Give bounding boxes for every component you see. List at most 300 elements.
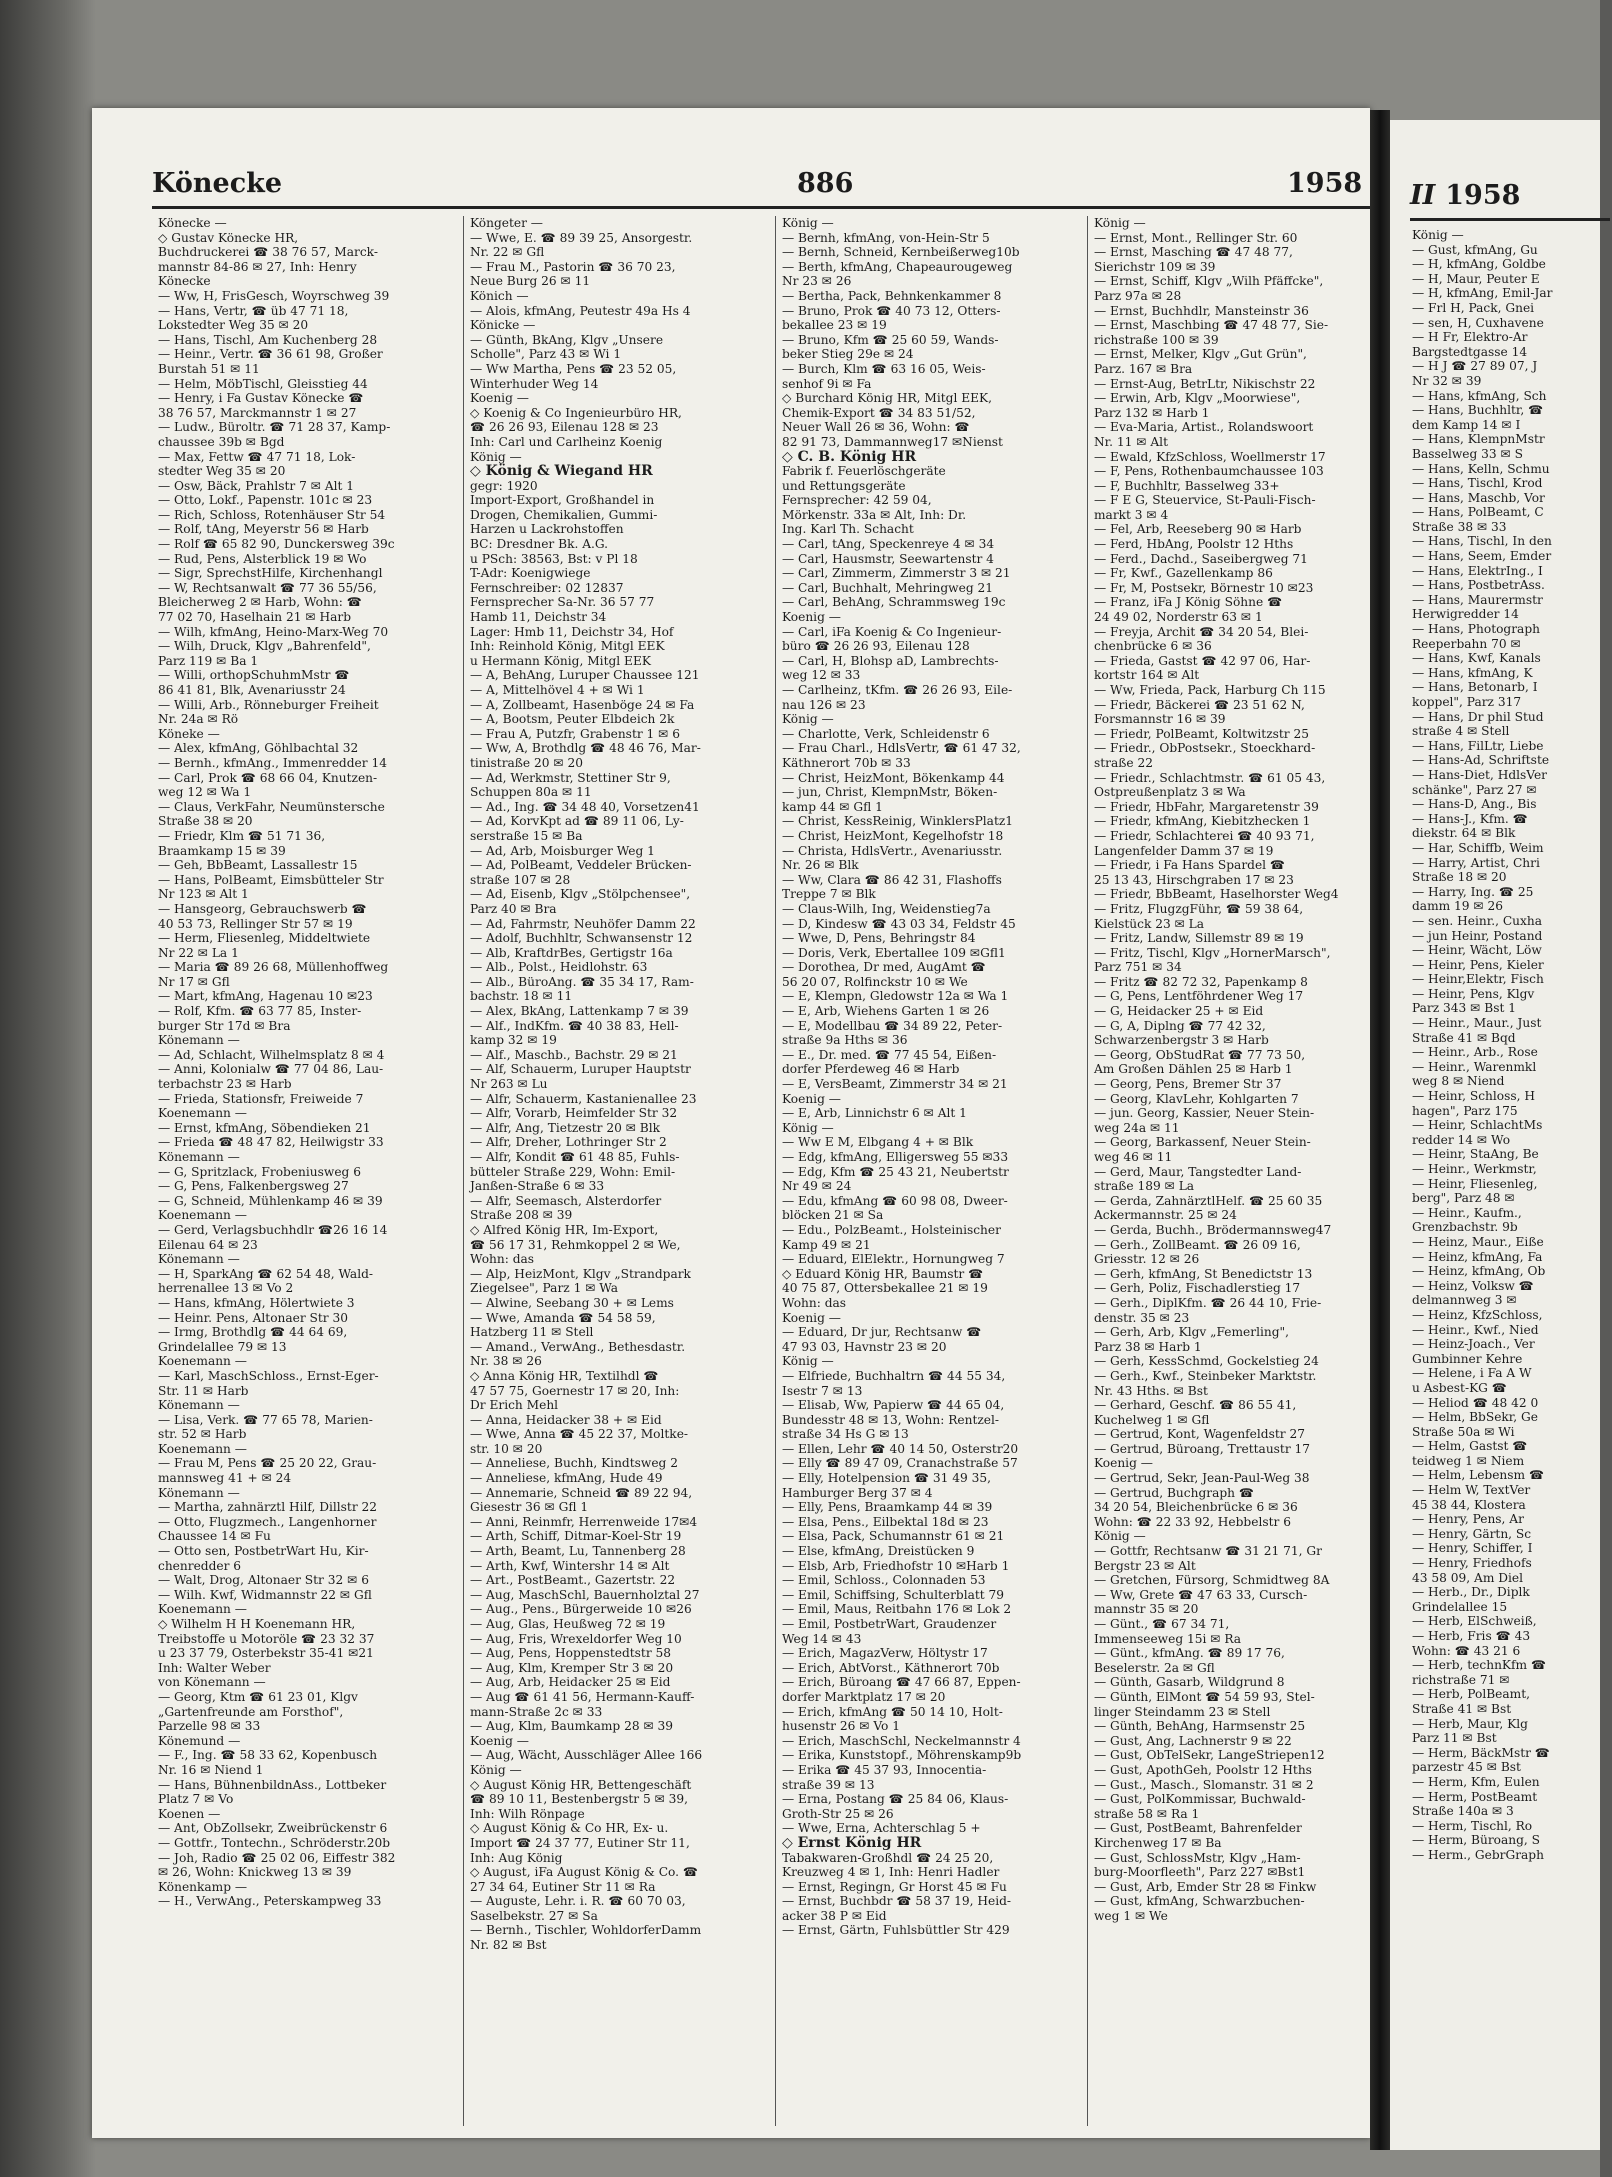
directory-entry: Parz 40 ✉ Bra bbox=[470, 901, 557, 916]
directory-entry: — Aug ☎ 61 41 56, Hermann-Kauff- bbox=[470, 1689, 695, 1704]
directory-entry: König — bbox=[1412, 228, 1464, 242]
directory-entry: — Frieda, Stationsfr, Freiweide 7 bbox=[158, 1091, 364, 1106]
directory-entry: Scholle", Parz 43 ✉ Wi 1 bbox=[470, 347, 622, 362]
directory-entry: parzestr 45 ✉ Bst bbox=[1412, 1760, 1521, 1775]
directory-entry: Kirchenweg 17 ✉ Ba bbox=[1094, 1835, 1222, 1850]
directory-entry: — Herm, Fliesenleg, Middeltwiete bbox=[158, 931, 371, 946]
directory-page bbox=[92, 108, 1370, 2138]
directory-entry: ◇ König & Wiegand HR bbox=[470, 463, 653, 480]
directory-entry: — Ad, Schlacht, Wilhelmsplatz 8 ✉ 4 bbox=[158, 1047, 385, 1062]
directory-entry: — Rolf, Kfm. ☎ 63 77 85, Inster- bbox=[158, 1004, 362, 1019]
directory-entry: — Günth, BkAng, Klgv „Unsere bbox=[470, 332, 664, 347]
directory-entry: — Herb., Dr., Diplk bbox=[1412, 1585, 1530, 1600]
directory-entry: — Ww Martha, Pens ☎ 23 52 05, bbox=[470, 361, 677, 376]
directory-entry: — Ad, Eisenb, Klgv „Stölpchensee", bbox=[470, 887, 691, 902]
directory-entry: Parz 97a ✉ 28 bbox=[1094, 288, 1182, 303]
directory-entry: — Anni, Kolonialw ☎ 77 04 86, Lau- bbox=[158, 1062, 384, 1077]
directory-entry: — Carlheinz, tKfm. ☎ 26 26 93, Eile- bbox=[782, 683, 1013, 697]
directory-entry: u Asbest-KG ☎ bbox=[1412, 1380, 1507, 1395]
directory-entry: herrenallee 13 ✉ Vo 2 bbox=[158, 1281, 294, 1296]
directory-entry: dorfer Marktplatz 17 ✉ 20 bbox=[782, 1689, 946, 1704]
directory-entry: — Erna, Postang ☎ 25 84 06, Klaus- bbox=[782, 1792, 1009, 1807]
directory-entry: weg 8 ✉ Niend bbox=[1412, 1074, 1505, 1089]
directory-entry: — Alex, BkAng, Lattenkamp 7 ✉ 39 bbox=[470, 1004, 689, 1019]
directory-entry: — Gerh., Kwf., Steinbeker Marktstr. bbox=[1094, 1368, 1317, 1383]
directory-entry: — E, Modellbau ☎ 34 89 22, Peter- bbox=[782, 1018, 1003, 1033]
directory-entry: Immenseeweg 15i ✉ Ra bbox=[1094, 1631, 1242, 1646]
directory-entry: — Frl H, Pack, Gnei bbox=[1412, 300, 1535, 315]
directory-entry: — Ernst, Melker, Klgv „Gut Grün", bbox=[1094, 347, 1307, 362]
directory-entry: — Gust, SchlossMstr, Klgv „Ham- bbox=[1094, 1850, 1301, 1865]
directory-entry: Inh: Walter Weber bbox=[158, 1660, 271, 1675]
directory-entry: acker 38 P ✉ Eid bbox=[782, 1908, 887, 1923]
directory-entry: — Bertha, Pack, Behnkenkammer 8 bbox=[782, 288, 1002, 303]
directory-entry: — Gust, kfmAng, Gu bbox=[1412, 242, 1538, 257]
directory-entry: — G, Spritzlack, Frobeniusweg 6 bbox=[158, 1164, 361, 1179]
directory-entry: Neuer Wall 26 ✉ 36, Wohn: ☎ bbox=[782, 420, 970, 435]
directory-entry: — Heinz-Joach., Ver bbox=[1412, 1337, 1535, 1352]
directory-entry: Bargstedtgasse 14 bbox=[1412, 344, 1528, 359]
directory-entry: — Rolf, tAng, Meyerstr 56 ✉ Harb bbox=[158, 522, 369, 537]
directory-entry: — Georg, Ktm ☎ 61 23 01, Klgv bbox=[158, 1689, 358, 1704]
directory-entry: König — bbox=[1094, 1529, 1146, 1544]
directory-entry: — Helm, MöbTischl, Gleisstieg 44 bbox=[158, 376, 368, 391]
directory-entry: — G, Heidacker 25 + ✉ Eid bbox=[1094, 1004, 1264, 1019]
directory-entry: — Gerd, Verlagsbuchhdlr ☎26 16 14 bbox=[158, 1222, 388, 1237]
directory-entry: — Aug, Glas, Heußweg 72 ✉ 19 bbox=[470, 1617, 666, 1631]
directory-entry: diekstr. 64 ✉ Blk bbox=[1412, 826, 1516, 841]
directory-entry: — Anna, Heidacker 38 + ✉ Eid bbox=[470, 1412, 662, 1427]
directory-entry: — H J ☎ 27 89 07, J bbox=[1412, 359, 1538, 374]
directory-entry: burger Str 17d ✉ Bra bbox=[158, 1018, 291, 1033]
directory-entry: Isestr 7 ✉ 13 bbox=[782, 1383, 863, 1398]
directory-entry: 45 38 44, Klostera bbox=[1412, 1497, 1526, 1512]
directory-entry: — Heinr, Pens, Kieler bbox=[1412, 957, 1544, 972]
directory-entry: — E, Arb, Linnichstr 6 ✉ Alt 1 bbox=[782, 1106, 967, 1121]
directory-entry: — Gertrud, Büroang, Trettaustr 17 bbox=[1094, 1441, 1311, 1456]
directory-entry: — Carl, H, Blohsp aD, Lambrechts- bbox=[782, 653, 999, 668]
directory-entry: — Martha, zahnärztl Hilf, Dillstr 22 bbox=[158, 1500, 378, 1515]
directory-entry: — Ferd, HbAng, Poolstr 12 Hths bbox=[1094, 537, 1294, 552]
directory-entry: — Hans, FilLtr, Liebe bbox=[1412, 738, 1544, 753]
directory-entry: ◇ Burchard König HR, Mitgl EEK, bbox=[782, 391, 993, 406]
directory-entry: — Herb, technKfm ☎ bbox=[1412, 1658, 1547, 1673]
directory-entry: — Gertrud, Sekr, Jean-Paul-Weg 38 bbox=[1094, 1471, 1310, 1486]
directory-entry: — Günth, Gasarb, Wildgrund 8 bbox=[1094, 1675, 1285, 1690]
directory-entry: straße 22 bbox=[1094, 755, 1153, 770]
directory-entry: — Heliod ☎ 48 42 0 bbox=[1412, 1395, 1539, 1410]
directory-entry: — Emil, Maus, Reitbahn 176 ✉ Lok 2 bbox=[782, 1602, 1012, 1617]
directory-entry: — Henry, Pens, Ar bbox=[1412, 1512, 1524, 1527]
directory-entry: Winterhuder Weg 14 bbox=[470, 376, 599, 391]
directory-entry: 25 13 43, Hirschgraben 17 ✉ 23 bbox=[1094, 872, 1294, 887]
directory-entry: — Gertrud, Buchgraph ☎ bbox=[1094, 1485, 1255, 1500]
directory-entry: — Wwe, E. ☎ 89 39 25, Ansorgestr. bbox=[470, 230, 693, 245]
directory-entry: Inh: Wilh Rönpage bbox=[470, 1806, 585, 1821]
year-label: 1958 bbox=[1287, 168, 1363, 199]
directory-entry: Köneke — bbox=[158, 726, 220, 741]
directory-entry: — Henry, Gärtn, Sc bbox=[1412, 1526, 1532, 1541]
directory-entry: Koenemann — bbox=[158, 1354, 247, 1369]
directory-entry: — F, Buchhltr, Basselweg 33+ bbox=[1094, 478, 1280, 493]
directory-entry: — sen, H, Cuxhavene bbox=[1412, 315, 1544, 330]
directory-entry: Giesestr 36 ✉ Gfl 1 bbox=[470, 1500, 589, 1515]
directory-entry: — G, Pens, Falkenbergsweg 27 bbox=[158, 1179, 349, 1194]
directory-entry: Lager: Hmb 11, Deichstr 34, Hof bbox=[470, 624, 674, 639]
directory-entry: Parz 119 ✉ Ba 1 bbox=[158, 653, 259, 668]
directory-entry: mannsweg 41 + ✉ 24 bbox=[158, 1471, 292, 1486]
directory-entry: — Anneliese, kfmAng, Hude 49 bbox=[470, 1471, 663, 1486]
directory-entry: terbachstr 23 ✉ Harb bbox=[158, 1077, 292, 1092]
directory-entry: weg 24a ✉ 11 bbox=[1094, 1120, 1180, 1135]
directory-entry: damm 19 ✉ 26 bbox=[1412, 899, 1504, 914]
directory-entry: Import ☎ 24 37 77, Eutiner Str 11, bbox=[470, 1835, 690, 1850]
directory-entry: — Hans-Ad, Schriftste bbox=[1412, 753, 1550, 768]
directory-entry: Fernsprecher: 42 59 04, bbox=[782, 493, 932, 508]
facing-column bbox=[1412, 228, 1612, 1863]
directory-entry: — Fritz, Tischl, Klgv „HornerMarsch", bbox=[1094, 945, 1331, 960]
directory-entry: — Heinr, Wächt, Löw bbox=[1412, 943, 1542, 958]
column-2 bbox=[464, 216, 776, 2126]
directory-entry: Nr 22 ✉ La 1 bbox=[158, 945, 239, 960]
directory-entry: — Anneliese, Buchh, Kindtsweg 2 bbox=[470, 1456, 678, 1471]
directory-entry: — Carl, iFa Koenig & Co Ingenieur- bbox=[782, 624, 1002, 639]
directory-entry: — Günt., kfmAng. ☎ 89 17 76, bbox=[1094, 1646, 1285, 1661]
directory-entry: Beselerstr. 2a ✉ Gfl bbox=[1094, 1660, 1215, 1675]
directory-entry: — Aug, Klm, Kremper Str 3 ✉ 20 bbox=[470, 1660, 674, 1675]
directory-entry: — Gust, kfmAng, Schwarzbuchen- bbox=[1094, 1894, 1305, 1909]
directory-entry: — Elisab, Ww, Papierw ☎ 44 65 04, bbox=[782, 1398, 1005, 1413]
directory-entry: Burstah 51 ✉ 11 bbox=[158, 361, 260, 376]
directory-entry: Tabakwaren-Großhdl ☎ 24 25 20, bbox=[782, 1850, 994, 1865]
directory-entry: Ing. Karl Th. Schacht bbox=[782, 522, 914, 537]
directory-entry: — Erich, MaschSchl, Neckelmannstr 4 bbox=[782, 1733, 1021, 1748]
directory-entry: Braamkamp 15 ✉ 39 bbox=[158, 843, 286, 858]
directory-entry: Harzen u Lackrohstoffen bbox=[470, 522, 624, 537]
directory-entry: Nr. 22 ✉ Gfl bbox=[470, 245, 545, 260]
directory-entry: Str. 11 ✉ Harb bbox=[158, 1383, 249, 1398]
directory-entry: 56 20 07, Rolfinckstr 10 ✉ We bbox=[782, 974, 968, 989]
directory-entry: — Harry, Artist, Chri bbox=[1412, 855, 1540, 870]
directory-entry: — Helene, i Fa A W bbox=[1412, 1366, 1532, 1381]
directory-entry: — Herm, Kfm, Eulen bbox=[1412, 1774, 1540, 1789]
directory-entry: Parz 38 ✉ Harb 1 bbox=[1094, 1339, 1202, 1354]
directory-entry: Bundesstr 48 ✉ 13, Wohn: Rentzel- bbox=[782, 1412, 999, 1427]
directory-entry: — Fritz ☎ 82 72 32, Papenkamp 8 bbox=[1094, 974, 1308, 989]
directory-entry: — Alb, KraftdrBes, Gertigstr 16a bbox=[470, 945, 673, 960]
directory-entry: kamp 44 ✉ Gfl 1 bbox=[782, 799, 883, 814]
directory-entry: — Helm, Lebensm ☎ bbox=[1412, 1468, 1545, 1483]
directory-entry: — Ad, KorvKpt ad ☎ 89 11 06, Ly- bbox=[470, 814, 684, 829]
directory-entry: — Wwe, Anna ☎ 45 22 37, Moltke- bbox=[470, 1427, 689, 1442]
directory-entry: — Mart, kfmAng, Hagenau 10 ✉23 bbox=[158, 989, 373, 1004]
directory-entry: — Art., PostBeamt., Gazertstr. 22 bbox=[470, 1573, 676, 1588]
directory-entry: — Günth, ElMont ☎ 54 59 93, Stel- bbox=[1094, 1689, 1315, 1704]
directory-entry: — Hans-J., Kfm. ☎ bbox=[1412, 811, 1528, 826]
directory-entry: gegr: 1920 bbox=[470, 478, 538, 493]
directory-entry: kamp 32 ✉ 19 bbox=[470, 1033, 557, 1048]
directory-entry: — Carl, Zimmerm, Zimmerstr 3 ✉ 21 bbox=[782, 566, 1011, 581]
directory-entry: — Ernst, Maschbing ☎ 47 48 77, Sie- bbox=[1094, 318, 1329, 333]
directory-entry: — Ww, A, Brothdlg ☎ 48 46 76, Mar- bbox=[470, 741, 701, 756]
directory-entry: dem Kamp 14 ✉ I bbox=[1412, 417, 1521, 432]
directory-entry: — Alf, Schauerm, Luruper Hauptstr bbox=[470, 1062, 691, 1077]
directory-entry: — H Fr, Elektro-Ar bbox=[1412, 330, 1528, 345]
directory-entry: Hamburger Berg 37 ✉ 4 bbox=[782, 1485, 933, 1500]
directory-entry: — Gust, PolKommissar, Buchwald- bbox=[1094, 1792, 1306, 1807]
directory-entry: von Könemann — bbox=[158, 1675, 266, 1690]
running-head-name: Könecke bbox=[152, 168, 283, 199]
directory-entry: Straße 38 ✉ 33 bbox=[1412, 519, 1507, 534]
directory-entry: — Elfriede, Buchhaltrn ☎ 44 55 34, bbox=[782, 1368, 1006, 1383]
directory-entry: — Elly, Pens, Braamkamp 44 ✉ 39 bbox=[782, 1500, 993, 1515]
directory-entry: beker Stieg 29e ✉ 24 bbox=[782, 347, 914, 362]
directory-entry: — Hansgeorg, Gebrauchswerb ☎ bbox=[158, 901, 367, 916]
directory-entry: Basselweg 33 ✉ S bbox=[1412, 446, 1523, 461]
directory-entry: ☎ 89 10 11, Bestenbergstr 5 ✉ 39, bbox=[470, 1792, 689, 1807]
directory-entry: — Heinr., Vertr. ☎ 36 61 98, Großer bbox=[158, 347, 383, 362]
directory-entry: — Eduard, Dr jur, Rechtsanw ☎ bbox=[782, 1325, 982, 1340]
directory-entry: Koenemann — bbox=[158, 1208, 247, 1223]
directory-entry: 24 49 02, Norderstr 63 ✉ 1 bbox=[1094, 610, 1263, 625]
directory-entry: 47 93 03, Havnstr 23 ✉ 20 bbox=[782, 1339, 947, 1354]
directory-entry: — Emil, PostbetrWart, Graudenzer bbox=[782, 1617, 997, 1631]
directory-entry: 47 57 75, Goernestr 17 ✉ 20, Inh: bbox=[470, 1383, 680, 1398]
directory-entry: — Ww, H, FrisGesch, Woyrschweg 39 bbox=[158, 288, 390, 303]
directory-entry: — Friedr, kfmAng, Kiebitzhecken 1 bbox=[1094, 814, 1311, 829]
directory-entry: König — bbox=[1094, 216, 1146, 230]
directory-entry: — Gerh., ZollBeamt. ☎ 26 09 16, bbox=[1094, 1237, 1301, 1252]
directory-entry: ◇ Alfred König HR, Im-Export, bbox=[470, 1222, 659, 1237]
directory-entry: — Alf., Maschb., Bachstr. 29 ✉ 21 bbox=[470, 1047, 678, 1062]
directory-entry: Nr 263 ✉ Lu bbox=[470, 1077, 548, 1092]
directory-entry: — Ernst, Mont., Rellinger Str. 60 bbox=[1094, 230, 1298, 245]
directory-entry: — Fritz, FlugzgFühr, ☎ 59 38 64, bbox=[1094, 901, 1304, 916]
directory-entry: — Herm, Tischl, Ro bbox=[1412, 1818, 1533, 1833]
directory-entry: BC: Dresdner Bk. A.G. bbox=[470, 537, 609, 552]
directory-entry: Drogen, Chemikalien, Gummi- bbox=[470, 507, 658, 522]
directory-entry: — Alfr, Kondit ☎ 61 48 85, Fuhls- bbox=[470, 1150, 680, 1164]
directory-entry: straße 4 ✉ Stell bbox=[1412, 724, 1510, 739]
directory-entry: — A, Bootsm, Peuter Elbdeich 2k bbox=[470, 712, 675, 727]
directory-entry: ◇ C. B. König HR bbox=[782, 448, 917, 465]
directory-entry: hagen", Parz 175 bbox=[1412, 1103, 1518, 1118]
directory-entry: Chaussee 14 ✉ Fu bbox=[158, 1529, 271, 1544]
directory-entry: ◇ Anna König HR, Textilhdl ☎ bbox=[470, 1368, 659, 1383]
directory-entry: — Bernh, Schneid, Kernbeißerweg10b bbox=[782, 245, 1020, 260]
directory-entry: — Edu., PolzBeamt., Holsteinischer bbox=[782, 1222, 1001, 1237]
directory-entry: — G, Schneid, Mühlenkamp 46 ✉ 39 bbox=[158, 1193, 383, 1208]
directory-entry: — Hans, PolBeamt, C bbox=[1412, 505, 1544, 520]
directory-entry: — Adolf, Buchhltr, Schwansenstr 12 bbox=[470, 931, 693, 946]
directory-entry: Wohn: ☎ 22 33 92, Hebbelstr 6 bbox=[1094, 1514, 1291, 1529]
directory-entry: burg-Moorfleeth", Parz 227 ✉Bst1 bbox=[1094, 1865, 1306, 1880]
directory-entry: — Elly ☎ 89 47 09, Cranachstraße 57 bbox=[782, 1456, 1018, 1471]
directory-entry: — E, Arb, Wiehens Garten 1 ✉ 26 bbox=[782, 1004, 990, 1019]
directory-entry: — Auguste, Lehr. i. R. ☎ 60 70 03, bbox=[470, 1894, 686, 1909]
directory-entry: Köngeter — bbox=[470, 216, 543, 230]
directory-entry: Koenig — bbox=[782, 1310, 841, 1325]
directory-entry: — Gerh, Poliz, Fischadlerstieg 17 bbox=[1094, 1281, 1301, 1296]
directory-entry: ◇ Ernst König HR bbox=[782, 1834, 922, 1851]
directory-entry: — Carl, Buchhalt, Mehringweg 21 bbox=[782, 580, 994, 595]
directory-entry: — Bruno, Prok ☎ 40 73 12, Otters- bbox=[782, 303, 1001, 318]
directory-entry: Kamp 49 ✉ 21 bbox=[782, 1237, 871, 1252]
directory-entry: — Helm, BbSekr, Ge bbox=[1412, 1410, 1538, 1425]
directory-entry: — Otto, Flugzmech., Langenhorner bbox=[158, 1514, 377, 1529]
directory-entry: Straße 38 ✉ 20 bbox=[158, 814, 253, 829]
directory-entry: — Erika ☎ 45 37 93, Innocentia- bbox=[782, 1762, 987, 1777]
directory-entry: — Aug, MaschSchl, Bauernholztal 27 bbox=[470, 1587, 700, 1602]
directory-entry: 77 02 70, Haselhain 21 ✉ Harb bbox=[158, 610, 352, 625]
directory-entry: — Har, Schiffb, Weim bbox=[1412, 840, 1544, 855]
directory-entry: — Hans-Diet, HdlsVer bbox=[1412, 767, 1548, 782]
directory-entry: König — bbox=[782, 712, 834, 727]
directory-entry: ✉ 26, Wohn: Knickweg 13 ✉ 39 bbox=[158, 1865, 352, 1880]
directory-entry: Könich — bbox=[470, 288, 529, 303]
facing-page bbox=[1390, 120, 1600, 2150]
page-number: 886 bbox=[797, 168, 854, 199]
directory-entry: — E, Klempn, Gledowstr 12a ✉ Wa 1 bbox=[782, 989, 1009, 1004]
directory-entry: — Georg, Barkassenf, Neuer Stein- bbox=[1094, 1135, 1311, 1150]
directory-entry: — Burch, Klm ☎ 63 16 05, Weis- bbox=[782, 361, 986, 376]
directory-entry: — Aug, Pens, Hoppenstedtstr 58 bbox=[470, 1646, 672, 1661]
directory-entry: — Wwe, Amanda ☎ 54 58 59, bbox=[470, 1310, 656, 1325]
directory-entry: Fernsprecher Sa-Nr. 36 57 77 bbox=[470, 595, 655, 610]
directory-entry: — Heinr., Kaufm., bbox=[1412, 1205, 1522, 1220]
directory-entry: — Carl, Hausmstr, Seewartenstr 4 bbox=[782, 551, 994, 566]
directory-entry: mannstr 84-86 ✉ 27, Inh: Henry bbox=[158, 259, 357, 274]
directory-entry: — Alp, HeizMont, Klgv „Strandpark bbox=[470, 1266, 691, 1281]
directory-entry: — Ad., Ing. ☎ 34 48 40, Vorsetzen41 bbox=[470, 799, 700, 814]
facing-volume-label: II bbox=[1410, 180, 1436, 211]
directory-entry: — Aug., Pens., Bürgerweide 10 ✉26 bbox=[470, 1602, 692, 1617]
directory-entry: — Heinr., Werkmstr, bbox=[1412, 1162, 1537, 1176]
column-4 bbox=[1088, 216, 1400, 2126]
directory-entry: — Hans, Tischl, Krod bbox=[1412, 476, 1543, 491]
directory-entry: — Elsa, Pack, Schumannstr 61 ✉ 21 bbox=[782, 1529, 1005, 1544]
directory-entry: 34 20 54, Bleichenbrücke 6 ✉ 36 bbox=[1094, 1500, 1298, 1515]
directory-entry: — Harry, Ing. ☎ 25 bbox=[1412, 884, 1534, 899]
directory-entry: — Hans, Maurermstr bbox=[1412, 592, 1543, 607]
directory-entry: — Herb, PolBeamt, bbox=[1412, 1687, 1530, 1702]
directory-entry: — Günth, BehAng, Harmsenstr 25 bbox=[1094, 1719, 1306, 1734]
directory-entry: — Ernst, Schiff, Klgv „Wilh Pfäffcke", bbox=[1094, 274, 1324, 289]
directory-entry: — Henry, i Fa Gustav Könecke ☎ bbox=[158, 391, 364, 406]
directory-entry: — Ad, Werkmstr, Stettiner Str 9, bbox=[470, 770, 671, 785]
directory-entry: — Friedr, i Fa Hans Spardel ☎ bbox=[1094, 858, 1286, 873]
directory-entry: Wohn: das bbox=[782, 1295, 847, 1310]
directory-entry: Koenig — bbox=[1094, 1456, 1153, 1471]
directory-entry: — Hans, Tischl, Am Kuchenberg 28 bbox=[158, 332, 378, 347]
directory-entry: Import-Export, Großhandel in bbox=[470, 493, 655, 508]
directory-entry: — Ernst, kfmAng, Söbendieken 21 bbox=[158, 1120, 371, 1135]
directory-entry: — Henry, Schiffer, I bbox=[1412, 1541, 1533, 1556]
directory-entry: — Alf., IndKfm. ☎ 40 38 83, Hell- bbox=[470, 1018, 679, 1033]
directory-entry: Forsmannstr 16 ✉ 39 bbox=[1094, 712, 1226, 727]
directory-entry: weg 12 ✉ 33 bbox=[782, 668, 861, 683]
directory-entry: — Else, kfmAng, Dreistücken 9 bbox=[782, 1544, 975, 1559]
directory-entry: weg 12 ✉ Wa 1 bbox=[158, 785, 252, 800]
directory-entry: Bergstr 23 ✉ Alt bbox=[1094, 1558, 1196, 1573]
directory-entry: — Friedr, PolBeamt, Koltwitzstr 25 bbox=[1094, 726, 1309, 741]
directory-entry: Kreuzweg 4 ✉ 1, Inh: Henri Hadler bbox=[782, 1865, 1000, 1880]
directory-entry: — Herm, Büroang, S bbox=[1412, 1833, 1541, 1848]
directory-entry: Nr. 26 ✉ Blk bbox=[782, 858, 859, 873]
directory-entry: — Heinz, KfzSchloss, bbox=[1412, 1307, 1543, 1322]
directory-entry: Fernschreiber: 02 12837 bbox=[470, 580, 624, 595]
directory-entry: ◇ August, iFa August König & Co. ☎ bbox=[470, 1865, 699, 1880]
directory-entry: — Gust, Arb, Emder Str 28 ✉ Finkw bbox=[1094, 1879, 1317, 1894]
directory-entry: — Henry, Friedhofs bbox=[1412, 1556, 1532, 1571]
directory-entry: — Heinz, kfmAng, Ob bbox=[1412, 1264, 1546, 1279]
directory-entry: Parzelle 98 ✉ 33 bbox=[158, 1719, 261, 1734]
directory-entry: ◇ August König & Co HR, Ex- u. bbox=[470, 1821, 669, 1836]
directory-entry: — Gerhard, Geschf. ☎ 86 55 41, bbox=[1094, 1398, 1297, 1413]
directory-entry: — Carl, Prok ☎ 68 66 04, Knutzen- bbox=[158, 770, 378, 785]
directory-entry: Gumbinner Kehre bbox=[1412, 1351, 1523, 1366]
directory-entry: — Erwin, Arb, Klgv „Moorwiese", bbox=[1094, 391, 1301, 406]
directory-entry: — H, Maur, Peuter E bbox=[1412, 271, 1540, 286]
directory-entry: — Hans, Photograph bbox=[1412, 622, 1540, 637]
directory-entry: — Alex, kfmAng, Göhlbachtal 32 bbox=[158, 741, 359, 756]
directory-entry: 38 76 57, Marckmannstr 1 ✉ 27 bbox=[158, 405, 357, 420]
directory-entry: serstraße 15 ✉ Ba bbox=[470, 828, 583, 843]
directory-entry: — Bruno, Kfm ☎ 25 60 59, Wands- bbox=[782, 332, 999, 347]
directory-entry: — H, kfmAng, Goldbe bbox=[1412, 257, 1546, 272]
directory-entry: — Fel, Arb, Reeseberg 90 ✉ Harb bbox=[1094, 522, 1302, 537]
directory-entry: 27 34 64, Eutiner Str 11 ✉ Ra bbox=[470, 1879, 656, 1894]
directory-entry: Koenemann — bbox=[158, 1441, 247, 1456]
directory-entry: Nr 123 ✉ Alt 1 bbox=[158, 887, 249, 902]
page-header bbox=[152, 168, 1402, 204]
directory-entry: — Friedr, HbFahr, Margaretenstr 39 bbox=[1094, 799, 1319, 814]
directory-entry: — Ernst, Regingn, Gr Horst 45 ✉ Fu bbox=[782, 1879, 1007, 1894]
directory-entry: markt 3 ✉ 4 bbox=[1094, 507, 1169, 522]
directory-entry: denstr. 35 ✉ 23 bbox=[1094, 1310, 1190, 1325]
directory-entry: — Aug, Wächt, Ausschläger Allee 166 bbox=[470, 1748, 703, 1763]
directory-entry: Mörkenstr. 33a ✉ Alt, Inh: Dr. bbox=[782, 507, 967, 522]
directory-entry: Könemann — bbox=[158, 1398, 240, 1413]
directory-entry: weg 1 ✉ We bbox=[1094, 1908, 1168, 1923]
directory-entry: — Ant, ObZollsekr, Zweibrückenstr 6 bbox=[158, 1821, 388, 1836]
directory-entry: — Gerd, Maur, Tangstedter Land- bbox=[1094, 1164, 1302, 1179]
directory-entry: ☎ 56 17 31, Rehmkoppel 2 ✉ We, bbox=[470, 1237, 681, 1252]
directory-entry: — Gerh, KessSchmd, Gockelstieg 24 bbox=[1094, 1354, 1319, 1369]
directory-entry: — Gust., Masch., Slomanstr. 31 ✉ 2 bbox=[1094, 1777, 1314, 1792]
directory-entry: — W, Rechtsanwalt ☎ 77 36 55/56, bbox=[158, 580, 377, 595]
directory-entry: — Alfr, Schauerm, Kastanienallee 23 bbox=[470, 1091, 697, 1106]
directory-entry: — Emil, Schloss., Colonnaden 53 bbox=[782, 1573, 986, 1588]
directory-entry: Könemann — bbox=[158, 1033, 240, 1048]
directory-entry: — F., Ing. ☎ 58 33 62, Kopenbusch bbox=[158, 1748, 378, 1763]
directory-entry: — Sigr, SprechstHilfe, Kirchenhangl bbox=[158, 566, 383, 581]
directory-entry: — Christa, HdlsVertr., Avenariusstr. bbox=[782, 843, 1003, 858]
directory-entry: büro ☎ 26 26 93, Eilenau 128 bbox=[782, 639, 970, 654]
directory-entry: kortstr 164 ✉ Alt bbox=[1094, 668, 1200, 683]
directory-entry: straße 9a Hths ✉ 36 bbox=[782, 1033, 908, 1048]
directory-entry: — Aug, Fris, Wrexeldorfer Weg 10 bbox=[470, 1631, 682, 1646]
directory-entry: husenstr 26 ✉ Vo 1 bbox=[782, 1719, 900, 1734]
directory-entry: — Eduard, ElElektr., Hornungweg 7 bbox=[782, 1252, 1005, 1267]
directory-entry: mann-Straße 2c ✉ 33 bbox=[470, 1704, 603, 1719]
directory-entry: — Christ, HeizMont, Bökenkamp 44 bbox=[782, 770, 1005, 785]
directory-entry: str. 52 ✉ Harb bbox=[158, 1427, 247, 1442]
directory-entry: Treibstoffe u Motoröle ☎ 23 32 37 bbox=[158, 1631, 375, 1646]
directory-entry: — Gust, PostBeamt, Bahrenfelder bbox=[1094, 1821, 1302, 1836]
directory-entry: — Maria ☎ 89 26 68, Müllenhoffweg bbox=[158, 960, 389, 975]
directory-entry: — Eva-Maria, Artist., Rolandswoort bbox=[1094, 420, 1314, 435]
